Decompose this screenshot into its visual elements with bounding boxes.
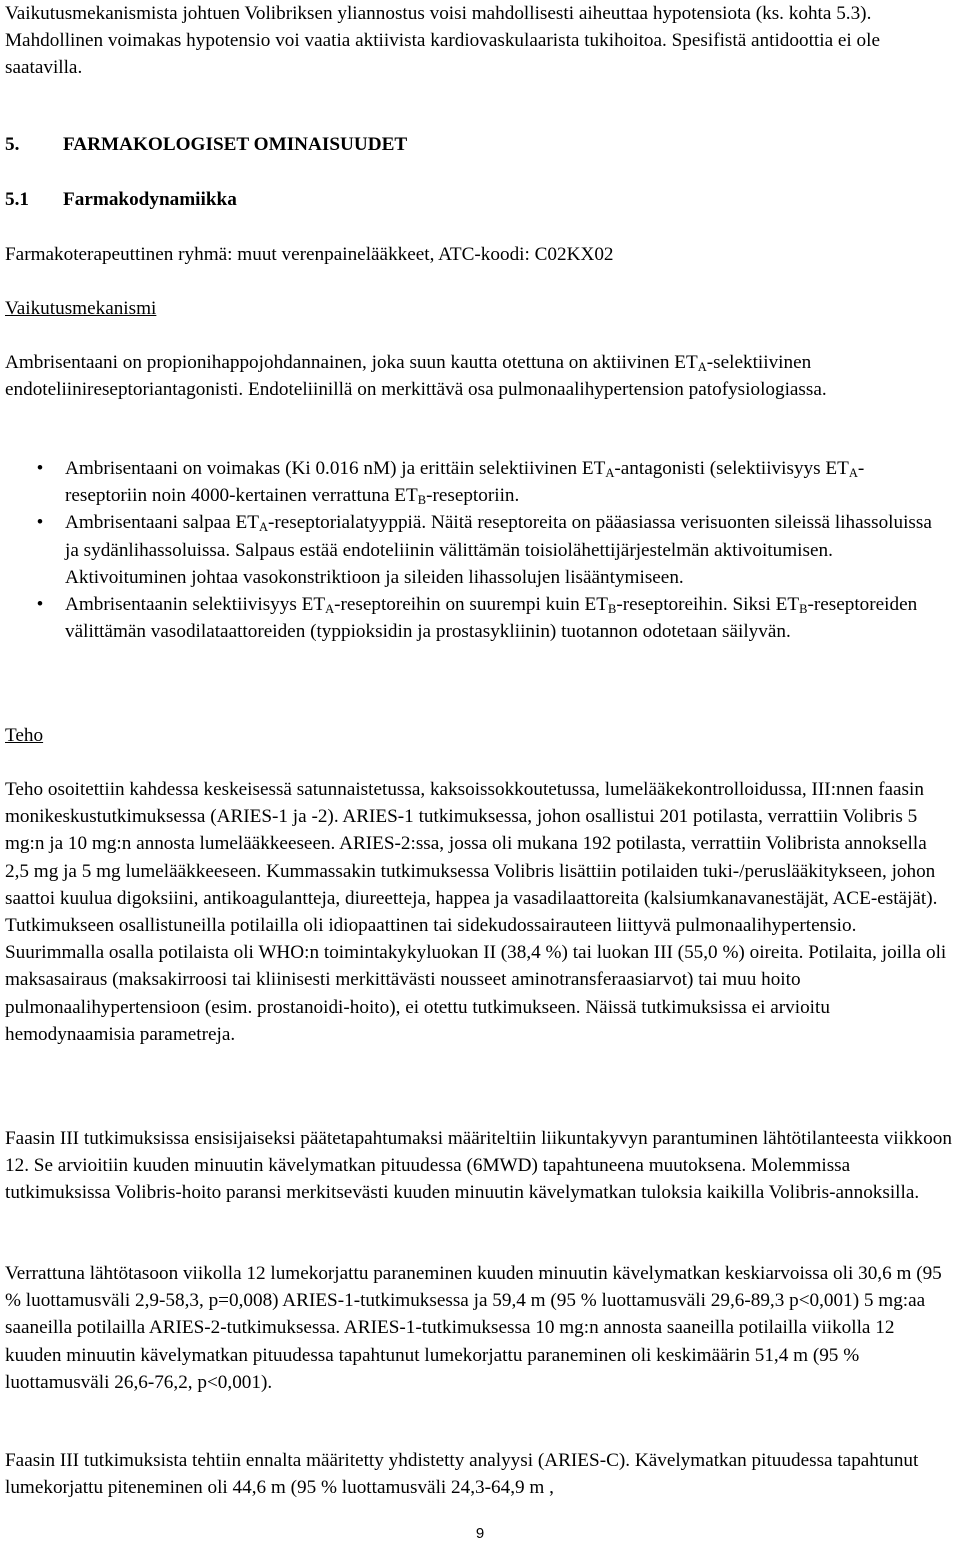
bullet-text: Ambrisentaanin selektiivisyys ET	[65, 594, 326, 616]
mechanism-bullet-list	[36, 455, 945, 645]
bullet-text: -reseptoriin noin 4000-kertainen verrattuna ET	[65, 458, 865, 507]
atc-code-line: Farmakoterapeuttinen ryhmä: muut verenpainelääkkeet, ATC-koodi: C02KX02	[5, 244, 614, 265]
bullet-text: -reseptoreihin. Siksi ET	[616, 594, 800, 616]
page-number: 9	[475, 1525, 485, 1542]
subscript: B	[417, 493, 427, 508]
subscript: A	[258, 520, 268, 535]
subscript: A	[325, 602, 335, 617]
mechanism-text-2: -selektiivinen endoteliinireseptoriantagonisti. Endoteliinillä on merkittävä osa pulmonaalihypertension patofysiologiassa.	[5, 352, 827, 401]
bullet-text: Ambrisentaani salpaa ET	[65, 512, 259, 534]
mechanism-heading: Vaikutusmekanismi	[5, 298, 157, 319]
efficacy-paragraph-4: Faasin III tutkimuksista tehtiin ennalta määritetty yhdistetty analyysi (ARIES-C). Kävelymatkan pituudessa tapahtunut lumekorjattu piteneminen oli 44,6 m (95 % luottamusväli 24,3-64,9 m ,	[5, 1450, 919, 1499]
intro-paragraph: Vaikutusmekanismista johtuen Volibriksen yliannostus voisi mahdollisesti aiheuttaa hypotensiota (ks. kohta 5.3). Mahdollinen voimakas hypotensio voi vaatia aktiivista kardiovaskulaarista tukihoitoa. Spesifistä antidoottia ei ole saatavilla.	[5, 3, 880, 79]
bullet-text: Ambrisentaani on voimakas (Ki 0.016 nM) ja erittäin selektiivinen ET	[65, 458, 606, 479]
subscript: B	[799, 602, 808, 617]
bullet-text: -antagonisti (selektiivisyys ET	[614, 458, 849, 479]
section-title: FARMAKOLOGISET OMINAISUUDET	[63, 134, 408, 155]
bullet-text: -reseptorialatyyppiä. Näitä reseptoreita on pääasiassa verisuonten sileissä lihassoluissa ja sydänlihassoluissa. Salpaus estää endoteliinin välittämän toisiolähettijärjestelmän aktivoitumisen. Aktivoituminen johtaa vasokonstriktioon ja sileiden lihassolujen lisääntymiseen.	[65, 512, 932, 588]
subsection-number: 5.1	[5, 189, 29, 210]
subsection-title: Farmakodynamiikka	[63, 189, 237, 210]
section-heading-5	[5, 131, 953, 158]
efficacy-paragraph-1: Teho osoitettiin kahdessa keskeisessä satunnaistetussa, kaksoissokkoutetussa, lumelääkekontrolloidussa, III:nnen faasin monikeskustutkimuksessa (ARIES-1 ja -2). ARIES-1 tutkimuksessa, johon osallistui 201 potilasta, verrattiin Volibris 5 mg:n ja 10 mg:n annosta lumelääkkeeseen. ARIES-2:ssa, jossa oli mukana 192 potilasta, verrattiin Volibrista annoksella 2,5 mg ja 5 mg lumelääkkeeseen. Kummassakin tutkimuksessa Volibris lisättiin potilaiden tuki-/peruslääkitykseen, johon saattoi kuulua digoksiini, antikoagulantteja, diureetteja, happea ja vasadilaattoreita (kalsiumkanavanestäjät, ACE-estäjät). Tutkimukseen osallistuneilla potilailla oli idiopaattinen tai sidekudossairauteen liittyvä pulmonaalihypertensio. Suurimmalla osalla potilaista oli WHO:n toimintakykyluokan II (38,4 %) tai luokan III (55,0 %) oireita. Potilaita, joilla oli maksasairaus (maksakirroosi tai kliinisesti merkittävästi nousseet aminotransferaasiarvot) tai muu hoito pulmonaalihypertensioon (esim. prostanoidi-hoito), ei otettu tutkimukseen. Näissä tutkimuksissa ei arvioitu hemodynaamisia parametreja.	[5, 779, 947, 1045]
efficacy-paragraph-3: Verrattuna lähtötasoon viikolla 12 lumekorjattu paraneminen kuuden minuutin kävelymatkan keskiarvoissa oli 30,6 m (95 % luottamusväli 2,9-58,3, p=0,008) ARIES-1-tutkimuksessa ja 59,4 m (95 % luottamusväli 29,6-89,3 p<0,001) 5 mg:aa saaneilla potilailla ARIES-2-tutkimuksessa. ARIES-1-tutkimuksessa 10 mg:n annosta saaneilla potilailla viikolla 12 kuuden minuutin kävelymatkan pituudessa tapahtunut lumekorjattu paraneminen oli keskimäärin 51,4 m (95 % luottamusväli 26,6-76,2, p<0,001).	[5, 1263, 942, 1393]
mechanism-paragraph	[5, 349, 953, 403]
bullet-text: -reseptoreiden välittämän vasodilataattoreiden (typpioksidin ja prostasykliinin) tuotannon odotetaan säilyvän.	[65, 594, 918, 643]
subscript: A	[697, 360, 707, 374]
section-number: 5.	[5, 134, 20, 155]
bullet-icon: •	[36, 594, 44, 616]
efficacy-paragraph-2: Faasin III tutkimuksissa ensisijaiseksi päätetapahtumaksi määriteltiin liikuntakyvyn parantuminen lähtötilanteesta viikkoon 12. Se arvioitiin kuuden minuutin kävelymatkan pituudessa (6MWD) tapahtuneena muutoksena. Molemmissa tutkimuksissa Volibris-hoito paransi merkitsevästi kuuden minuutin kävelymatkan tuloksia kaikilla Volibris-annoksilla.	[5, 1128, 952, 1204]
section-heading-5-1	[5, 186, 953, 213]
bullet-icon: •	[36, 512, 44, 534]
list-item	[36, 591, 945, 645]
subscript: A	[848, 466, 858, 480]
mechanism-text-1: Ambrisentaani on propionihappojohdannainen, joka suun kautta otettuna on aktiivinen ET	[5, 352, 698, 373]
bullet-icon: •	[36, 458, 44, 479]
bullet-text: -reseptoreihin on suurempi kuin ET	[334, 594, 608, 616]
list-item	[36, 509, 945, 591]
efficacy-heading: Teho	[5, 725, 44, 746]
subscript: A	[605, 466, 615, 480]
list-item	[36, 455, 945, 509]
bullet-text: -reseptoriin.	[426, 485, 520, 507]
subscript: B	[607, 602, 617, 617]
